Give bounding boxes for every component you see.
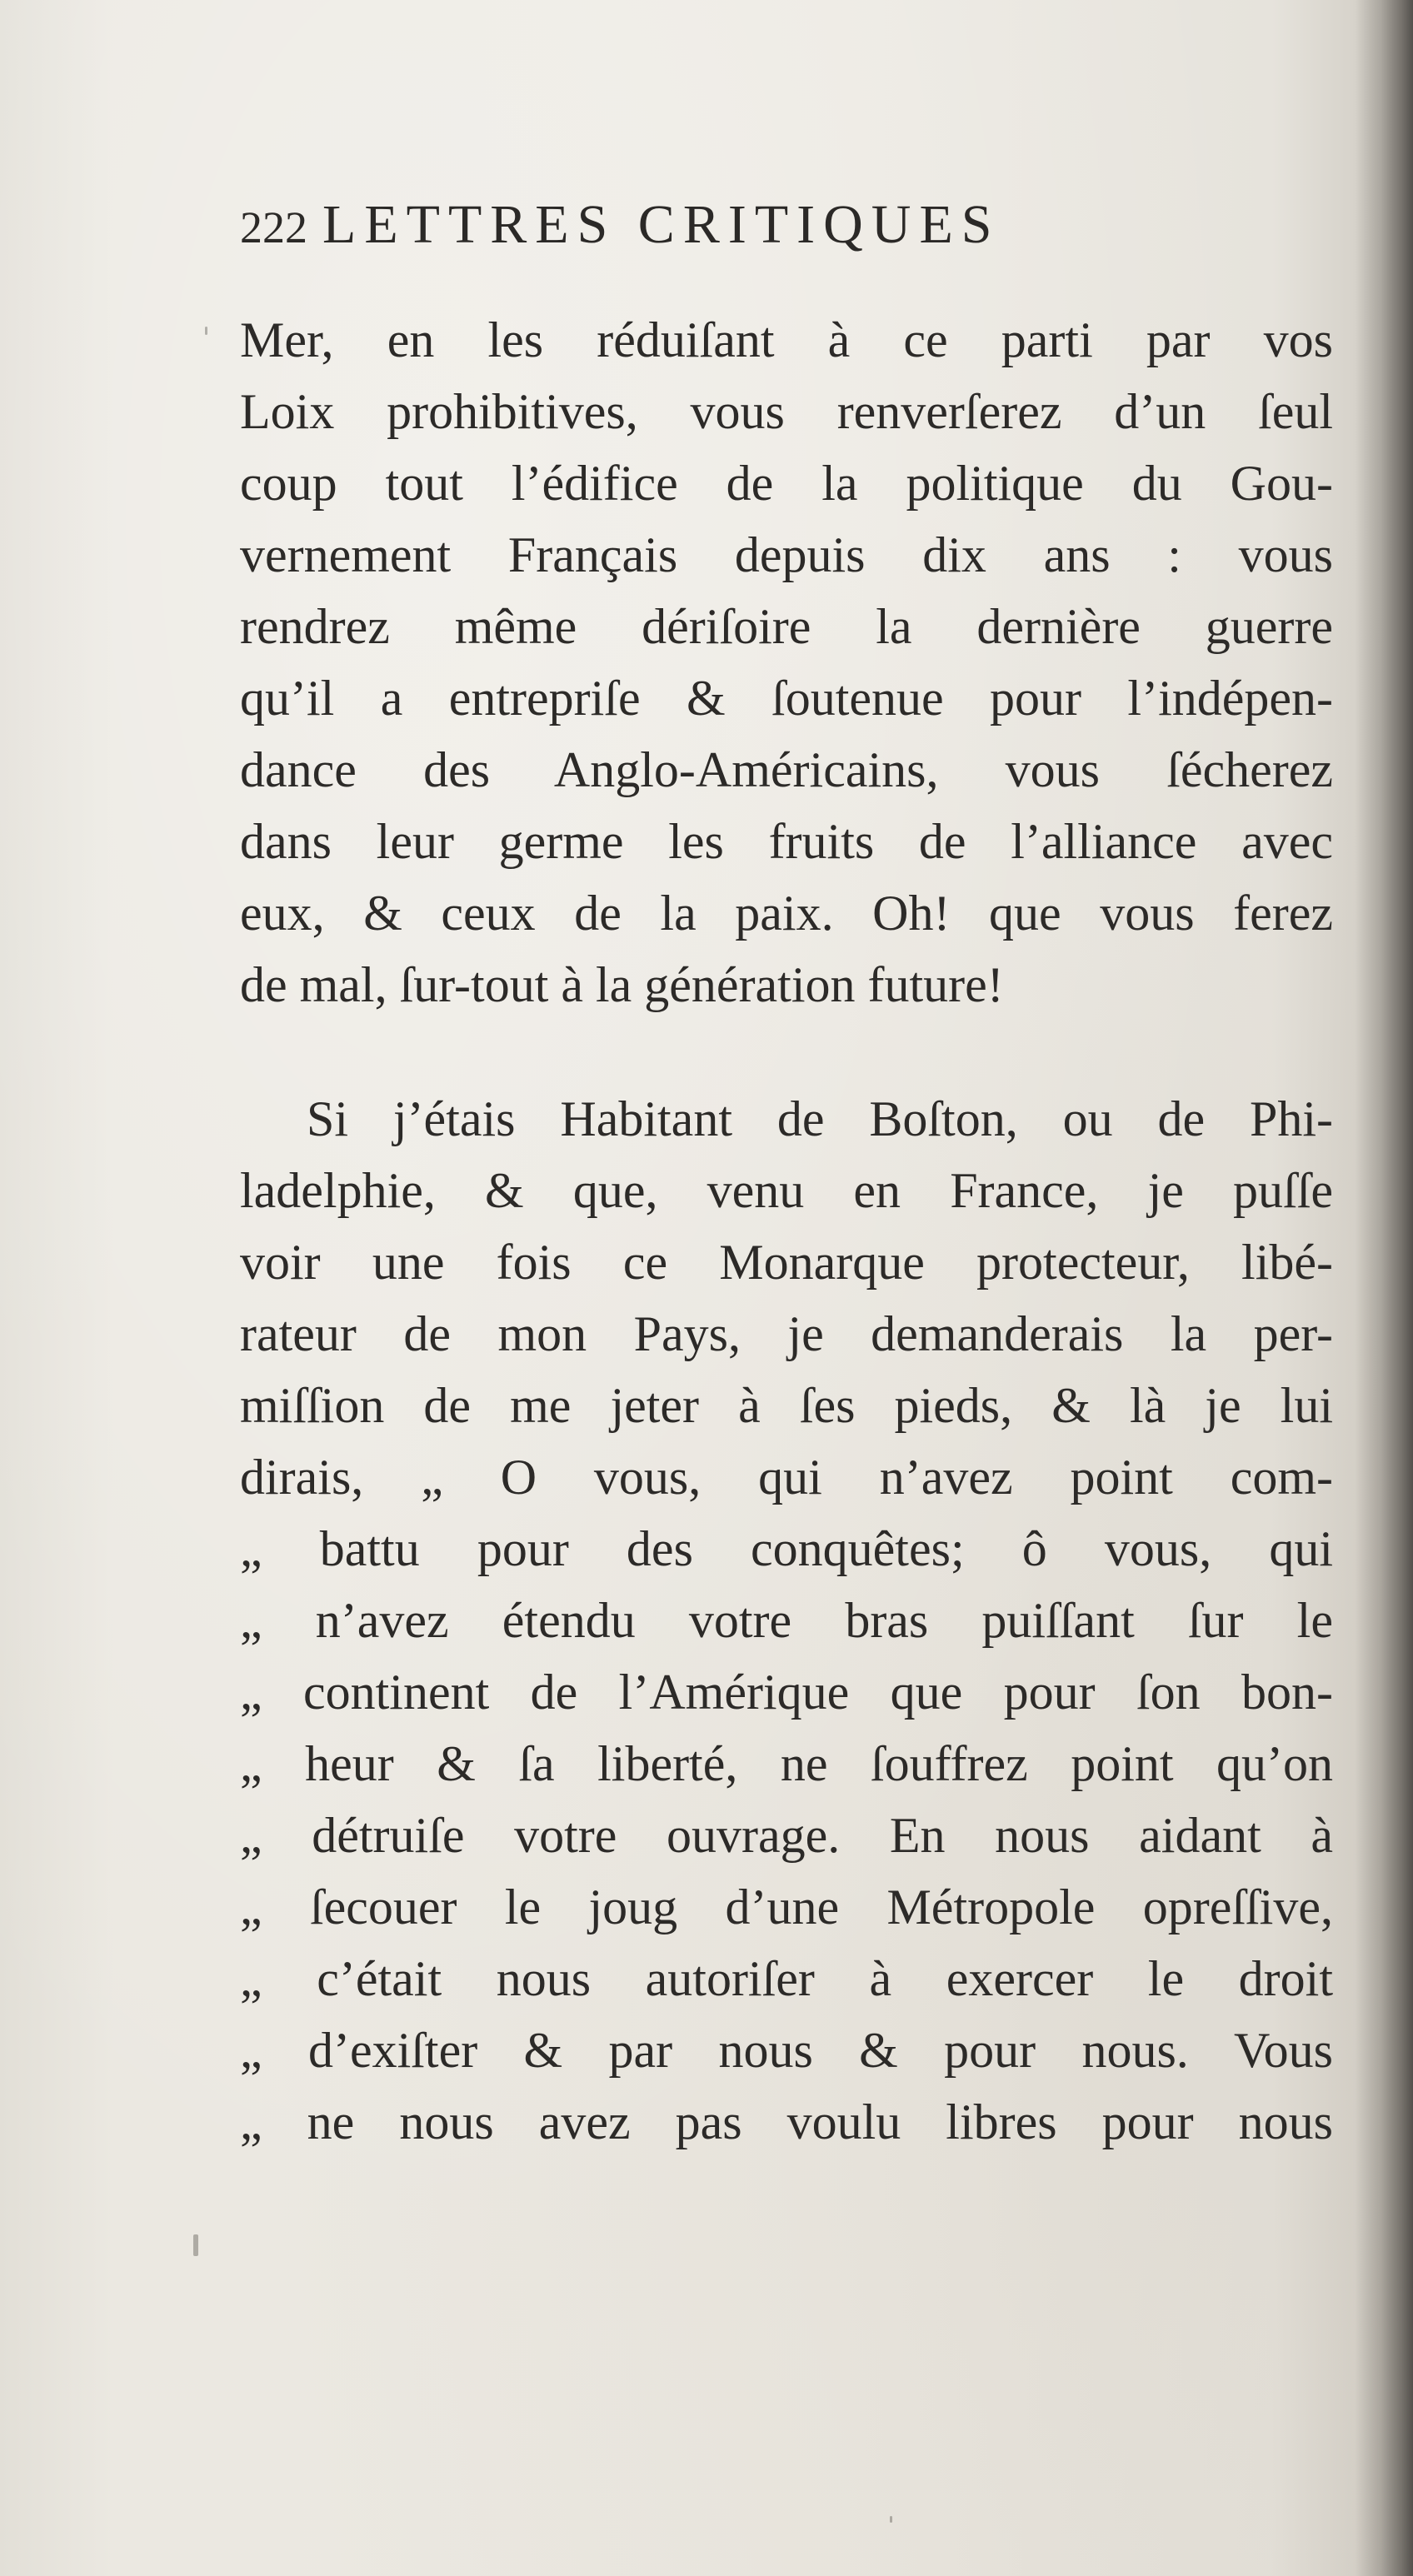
- running-header: [240, 193, 1000, 257]
- text-line: „ continent de l’Amérique que pour ſon bon-: [240, 1665, 1333, 1720]
- text-line: „ d’exiſter & par nous & pour nous. Vous: [240, 2023, 1333, 2078]
- text-line: ladelphie, & que, venu en France, je puſſe: [240, 1163, 1333, 1218]
- text-line: voir une fois ce Monarque protecteur, libé-: [240, 1235, 1333, 1290]
- text-line: dirais, „ O vous, qui n’avez point com-: [240, 1450, 1333, 1505]
- text-line: Si j’étais Habitant de Boſton, ou de Phi-: [307, 1091, 1333, 1146]
- page-edge-shadow: [1355, 0, 1413, 2576]
- running-title: LETTRES CRITIQUES: [322, 194, 1001, 255]
- text-line: „ n’avez étendu votre bras puiſſant ſur le: [240, 1593, 1333, 1648]
- paper-speck: [193, 2234, 198, 2256]
- paragraph-1: [240, 304, 1333, 1021]
- paragraph-2: [240, 1083, 1333, 2158]
- text-line: „ heur & ſa liberté, ne ſouffrez point qu’on: [240, 1736, 1333, 1791]
- text-line: rateur de mon Pays, je demanderais la per-: [240, 1306, 1333, 1361]
- text-line: „ c’était nous autoriſer à exercer le droit: [240, 1951, 1333, 2006]
- text-line: rendrez même dériſoire la dernière guerre: [240, 599, 1333, 654]
- text-line: „ battu pour des conquêtes; ô vous, qui: [240, 1521, 1333, 1576]
- text-line: „ ſecouer le joug d’une Métropole opreſſive,: [240, 1880, 1333, 1934]
- text-line: „ ne nous avez pas voulu libres pour nous: [240, 2094, 1333, 2149]
- text-line: dance des Anglo-Américains, vous ſécherez: [240, 742, 1333, 797]
- text-line: „ détruiſe votre ouvrage. En nous aidant à: [240, 1808, 1333, 1863]
- text-line: de mal, ſur-tout à la génération future!: [240, 957, 1004, 1012]
- text-line: dans leur germe les fruits de l’alliance avec: [240, 814, 1333, 869]
- page-number: 222: [240, 202, 307, 252]
- text-line: qu’il a entrepriſe & ſoutenue pour l’indépen-: [240, 671, 1333, 726]
- text-line: miſſion de me jeter à ſes pieds, & là je lui: [240, 1378, 1333, 1433]
- text-line: vernement Français depuis dix ans : vous: [240, 527, 1333, 582]
- text-line: coup tout l’édifice de la politique du Gou-: [240, 456, 1333, 511]
- paper-speck: [890, 2516, 892, 2523]
- text-line: Loix prohibitives, vous renverſerez d’un ſeul: [240, 384, 1333, 439]
- paper-speck: [205, 327, 207, 335]
- text-line: eux, & ceux de la paix. Oh! que vous ferez: [240, 886, 1333, 941]
- text-line: Mer, en les réduiſant à ce parti par vos: [240, 312, 1333, 367]
